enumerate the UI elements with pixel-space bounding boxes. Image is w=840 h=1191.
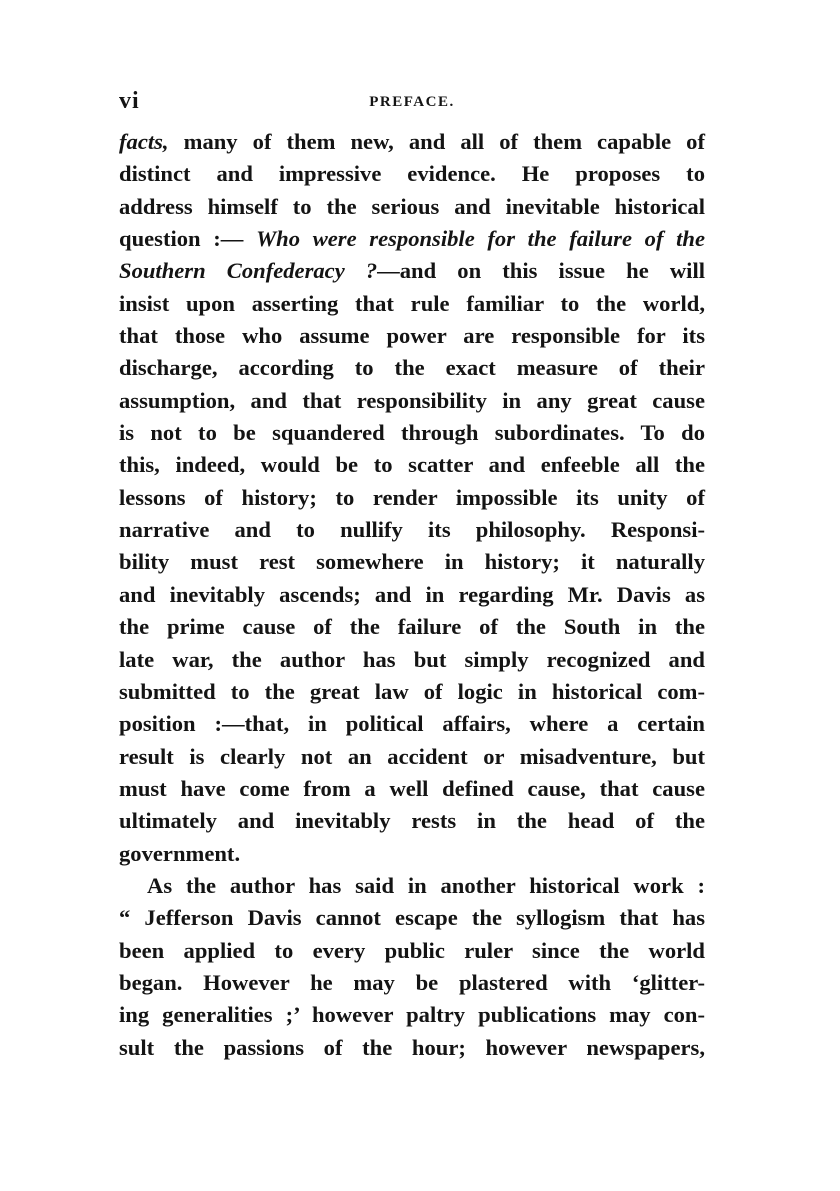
text-run: this, indeed, would be to scatter and enfeeble all the <box>119 452 705 478</box>
text-line <box>119 255 705 287</box>
text-run: position :—that, in political affairs, where a certain <box>119 711 705 737</box>
text-line <box>119 579 705 611</box>
paragraph <box>119 126 705 870</box>
text-run: submitted to the great law of logic in historical com- <box>119 678 705 704</box>
text-line <box>119 514 705 546</box>
text-line <box>119 999 705 1031</box>
text-run: narrative and to nullify its philosophy. Responsi- <box>119 517 705 543</box>
text-run: distinct and impressive evidence. He proposes to <box>119 161 705 187</box>
text-line <box>119 126 705 158</box>
page-number: vi <box>119 88 140 114</box>
text-line <box>119 320 705 352</box>
italic-text: facts, <box>119 129 169 154</box>
text-run: As the author has said in another historical work : <box>147 872 705 898</box>
text-run: ultimately and inevitably rests in the head of the <box>119 808 705 834</box>
text-line <box>119 902 705 934</box>
text-run: discharge, according to the exact measure of their <box>119 355 705 381</box>
text-run: been applied to every public ruler since the world <box>119 937 705 963</box>
text-run: lessons of history; to render impossible its unity of <box>119 484 705 510</box>
text-run: “ Jefferson Davis cannot escape the syllogism that has <box>119 905 705 931</box>
italic-text: Southern Confederacy ? <box>119 258 378 284</box>
text-line <box>119 385 705 417</box>
page-header <box>119 88 705 126</box>
text-line <box>119 1032 705 1064</box>
body-text <box>119 126 705 1064</box>
text-line <box>119 773 705 805</box>
text-line <box>119 546 705 578</box>
text-line <box>119 191 705 223</box>
text-run: result is clearly not an accident or misadventure, but <box>119 743 705 769</box>
text-run: address himself to the serious and inevitable historical <box>119 193 705 219</box>
text-line <box>119 417 705 449</box>
text-run: question :— <box>119 226 257 252</box>
text-line <box>119 676 705 708</box>
paragraph <box>119 870 705 1064</box>
text-line <box>119 870 705 902</box>
text-line <box>119 741 705 773</box>
text-line <box>119 708 705 740</box>
text-line <box>119 935 705 967</box>
text-run: —and on this issue he will <box>377 258 705 284</box>
text-run: and inevitably ascends; and in regarding Mr. Davis as <box>119 581 705 607</box>
text-line <box>119 838 705 870</box>
running-head: PREFACE. <box>369 94 455 110</box>
text-run: is not to be squandered through subordinates. To do <box>119 420 705 446</box>
text-line <box>119 158 705 190</box>
text-line <box>119 288 705 320</box>
text-run: sult the passions of the hour; however newspapers, <box>119 1034 705 1060</box>
text-run: began. However he may be plastered with ‘glitter- <box>119 969 705 995</box>
text-line <box>119 352 705 384</box>
text-run: government. <box>119 840 241 866</box>
text-run: must have come from a well defined cause, that cause <box>119 775 705 801</box>
text-run: many of them new, and all of them capable of <box>168 129 705 154</box>
text-line <box>119 805 705 837</box>
text-line <box>119 611 705 643</box>
text-line <box>119 482 705 514</box>
text-run: bility must rest somewhere in history; it naturally <box>119 549 705 575</box>
text-line <box>119 223 705 255</box>
text-line <box>119 449 705 481</box>
text-run: assumption, and that responsibility in any great cause <box>119 387 705 413</box>
text-line <box>119 967 705 999</box>
text-run: insist upon asserting that rule familiar to the world, <box>119 290 705 316</box>
italic-text: Who were responsible for the failure of the <box>256 226 706 252</box>
text-run: late war, the author has but simply recognized and <box>119 646 705 672</box>
text-run: that those who assume power are responsible for its <box>119 323 705 349</box>
text-line <box>119 644 705 676</box>
book-page <box>119 88 705 1064</box>
text-run: the prime cause of the failure of the South in the <box>119 614 705 640</box>
text-run: ing generalities ;’ however paltry publications may con- <box>119 1002 705 1028</box>
